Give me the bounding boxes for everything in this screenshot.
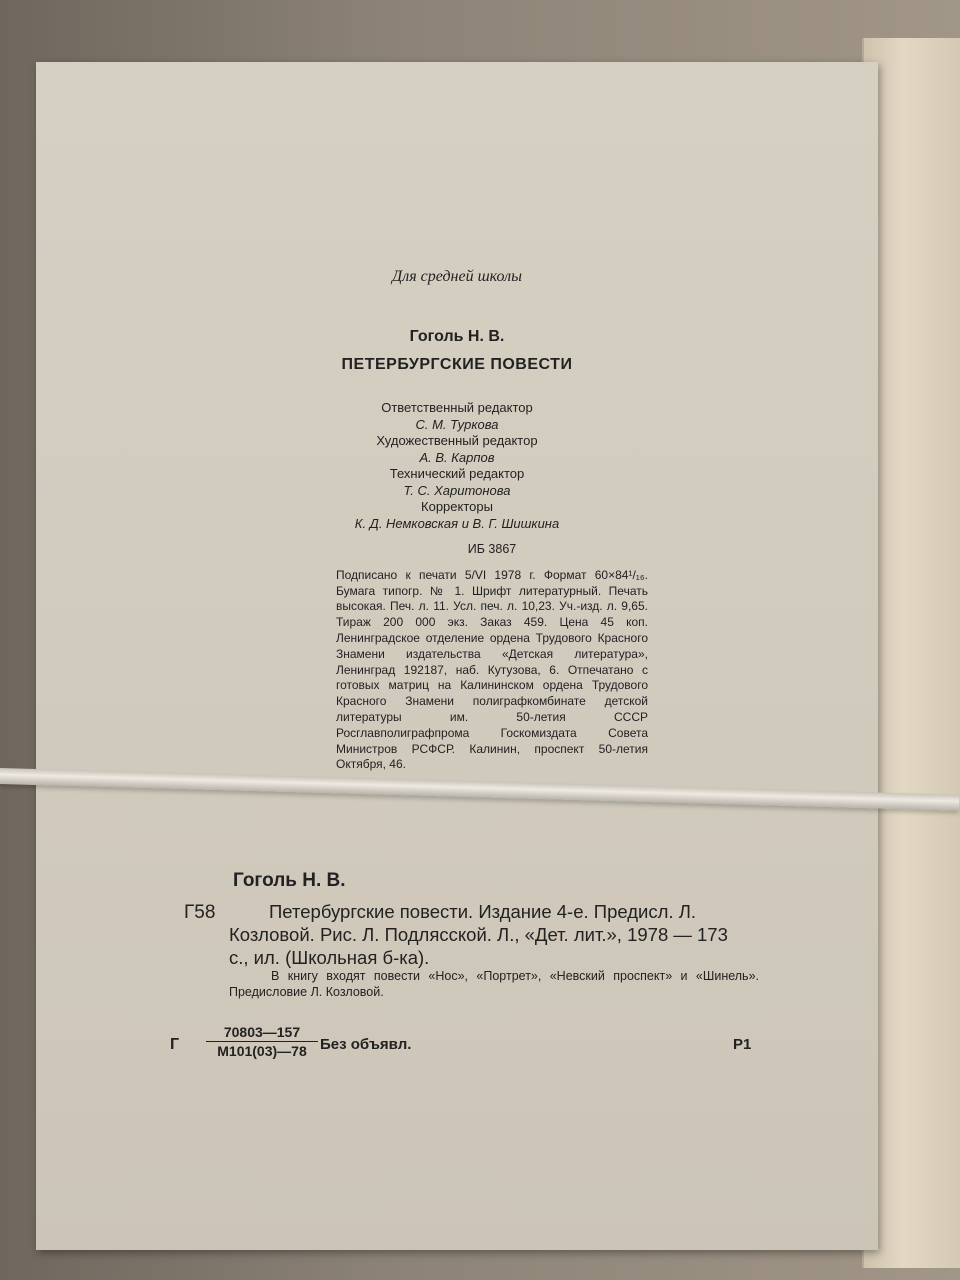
credit-name: К. Д. Немковская и В. Г. Шишкина <box>354 515 560 531</box>
credit-role: Корректоры <box>421 499 493 514</box>
book-page <box>36 62 878 1250</box>
fraction-denominator: М101(03)—78 <box>217 1043 307 1059</box>
credit-role: Ответственный редактор <box>381 400 533 415</box>
card-description-text: Петербургские повести. Издание 4-е. Предисл. Л. Козловой. Рис. Л. Подлясской. Л., «Дет. лит.», 1978 — 173 с., ил. (Школьная б-ка). <box>229 901 728 968</box>
card-g-letter: Г <box>170 1036 180 1053</box>
imprint-text: Подписано к печати 5/VI 1978 г. Формат 60×84¹/₁₆. Бумага типогр. № 1. Шрифт литературный. Печать высокая. Печ. л. 11. Усл. печ. л. 10,23. Уч.-изд. л. 9,65. Тираж 200 000 экз. Заказ 459. Цена 45 коп. Ленинградское отделение ордена Трудового Красного Знамени издательства «Детская литература», Ленинград 192187, наб. Кутузова, 6. Отпечатано с готовых матриц на Калининском ордена Трудового Красного Знамени полиграфкомбинате детской литературы им. 50-летия СССР Росглавполиграфпрома Госкомиздата Совета Министров РСФСР. Калинин, проспект 50-летия Октября, 46. <box>336 567 648 772</box>
card-index: Г58 <box>184 902 216 923</box>
imprint-block <box>336 542 648 773</box>
no-advertisement: Без объявл. <box>320 1036 412 1053</box>
credit-name: Т. С. Харитонова <box>403 482 511 498</box>
imprint-code: ИБ 3867 <box>467 542 517 556</box>
card-annotation: В книгу входят повести «Нос», «Портрет», «Невский проспект» и «Шинель». Предисловие Л. Козловой. <box>229 969 759 999</box>
credit-name: А. В. Карпов <box>419 449 495 465</box>
fraction-numerator: 70803—157 <box>206 1024 318 1042</box>
credit-role: Технический редактор <box>389 466 525 481</box>
card-author: Гоголь Н. В. <box>233 870 346 891</box>
classification-code: Р1 <box>733 1036 752 1053</box>
card-fraction <box>206 1024 318 1059</box>
credit-name: С. М. Туркова <box>415 416 499 432</box>
book-title: ПЕТЕРБУРГСКИЕ ПОВЕСТИ <box>341 356 573 373</box>
card-description <box>229 900 749 969</box>
book-author: Гоголь Н. В. <box>409 328 505 345</box>
credits-block <box>36 400 878 532</box>
credit-role: Художественный редактор <box>376 433 538 448</box>
series-label: Для средней школы <box>392 268 522 285</box>
